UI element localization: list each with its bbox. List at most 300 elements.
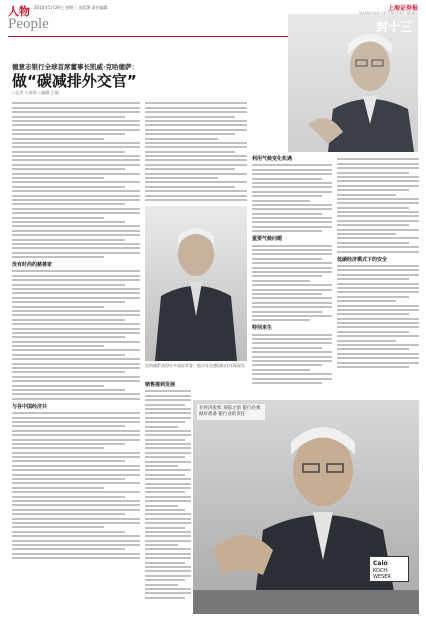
text-line [252,369,310,371]
text-line [12,491,140,493]
text-line [145,142,247,144]
text-line [12,417,140,419]
text-line [12,230,140,232]
text-line [252,213,322,215]
text-line [252,253,332,255]
text-line [252,204,332,206]
photo-caption: 克哈德萨获得许多国际荣誉，他早年在德国担任环保部长 [145,363,245,368]
text-line [145,584,178,586]
text-line [337,353,419,355]
text-block [252,164,332,232]
text-line [145,540,191,542]
text-line [145,181,247,183]
text-line [337,291,419,293]
text-line [12,540,140,542]
text-line [145,478,191,480]
text-line [12,279,140,281]
text-line [145,496,191,498]
text-line [12,314,140,316]
text-line [252,249,332,251]
text-line [12,284,125,286]
text-line [12,306,104,308]
text-line [337,224,409,226]
text-line [12,367,140,369]
text-line [12,297,140,299]
text-line [12,341,140,343]
text-line [12,452,140,454]
text-line [145,426,178,428]
text-line [337,211,419,213]
text-line [252,195,322,197]
portrait-photo-top [288,14,418,152]
text-line [12,288,140,290]
text-line [12,225,140,227]
text-block [337,265,419,368]
text-line [337,305,419,307]
text-line [337,265,419,267]
text-line [12,208,140,210]
name-plate [369,556,409,582]
text-line [145,500,191,502]
text-line [337,318,419,320]
text-line [12,548,125,550]
text-line [145,491,185,493]
text-line [145,120,247,122]
headline: 做“碳减排外交官” [12,72,137,90]
text-line [337,167,419,169]
text-line [252,382,322,384]
text-line [12,430,140,432]
text-line [12,129,140,131]
text-line [252,267,332,269]
text-line [337,180,419,182]
text-line [337,287,419,289]
text-line [337,158,419,160]
text-line [252,297,332,299]
text-line [145,116,235,118]
text-line [145,597,185,599]
text-line [337,300,396,302]
text-line [252,182,332,184]
text-line [145,177,218,179]
text-line [12,412,140,414]
text-line [252,169,332,171]
text-line [12,398,140,400]
text-line [145,513,191,515]
text-line [145,195,247,197]
newspaper-name: 上海证券报 [387,5,418,12]
text-line [145,151,235,153]
text-line [252,217,332,219]
text-line [145,199,247,201]
text-line [12,328,140,330]
text-line [145,452,191,454]
text-block [252,334,332,384]
text-line [12,270,140,272]
text-line [252,200,310,202]
text-line [145,553,191,555]
text-line [12,522,140,524]
text-block [145,390,191,598]
text-line [145,544,178,546]
text-line [12,345,104,347]
text-line [252,302,332,304]
text-line [12,482,140,484]
text-line [145,111,247,113]
name-plate-first: Caio [373,560,388,567]
text-line [145,575,191,577]
text-line [145,404,185,406]
text-line [337,251,419,253]
text-line [252,342,332,344]
byline: ○记者 石海涛 ○编辑 王斌 [12,90,59,95]
text-line [252,338,332,340]
text-line [12,155,140,157]
text-line [337,202,419,204]
text-line [337,237,419,239]
text-line [145,487,191,489]
text-line [12,513,125,515]
text-line [12,142,140,144]
text-line [252,226,332,228]
text-line [12,138,104,140]
column-right [337,156,419,398]
text-line [12,456,140,458]
text-line [145,417,191,419]
text-line [252,173,332,175]
text-line [12,531,125,533]
text-line [145,474,185,476]
text-line [12,190,140,192]
text-line [337,344,419,346]
text-line [337,274,419,276]
text-line [145,421,185,423]
text-line [252,373,332,375]
text-line [252,262,332,264]
subhead: 低碳经济模式下的安全 [337,256,388,263]
text-line [145,548,191,550]
text-line [337,362,419,364]
text-line [145,447,191,449]
name-plate-last: KOCH-WESER [373,568,391,580]
text-line [337,357,419,359]
text-block [12,102,140,258]
text-line [12,164,140,166]
text-line [12,487,104,489]
text-line [145,579,185,581]
text-line [12,107,140,109]
text-line [12,310,140,312]
text-line [12,116,125,118]
text-line [12,389,125,391]
text-line [12,518,140,520]
text-line [12,252,140,254]
text-line [12,421,140,423]
column-middle-bottom [145,378,191,614]
text-block [252,245,332,322]
text-line [145,522,191,524]
text-line [145,557,191,559]
text-line [12,535,140,537]
text-line [12,393,140,395]
text-line [12,168,125,170]
subhead: 没有时尚的慈善家 [12,262,53,269]
text-line [337,246,419,248]
text-line [12,500,140,502]
text-line [12,256,104,258]
text-line [252,347,322,349]
text-line [12,465,140,467]
text-line [145,588,191,590]
text-line [12,323,140,325]
text-line [337,185,419,187]
photo-tag: 封十三 [375,20,412,34]
text-line [12,239,125,241]
text-line [337,233,396,235]
text-line [12,234,140,236]
text-line [252,230,322,232]
text-line [337,283,419,285]
text-line [145,456,185,458]
text-line [337,207,409,209]
text-line [12,186,125,188]
column-left [12,100,140,612]
text-line [12,292,140,294]
text-line [252,208,332,210]
text-line [252,186,332,188]
text-line [145,164,247,166]
text-line [337,296,409,298]
text-line [145,107,247,109]
text-line [145,173,247,175]
text-line [145,570,191,572]
portrait-photo-middle [145,206,247,361]
text-line [12,380,140,382]
pull-quote: 在经济危机 来临之前 银行必须做好准备 银行业的责任 [197,404,265,420]
text-line [252,311,322,313]
text-line [337,331,409,333]
text-line [12,385,104,387]
subhead: 销售提到发展 [145,382,176,388]
text-line [12,474,140,476]
text-line [12,376,140,378]
text-block [12,270,140,399]
text-line [337,348,409,350]
text-line [337,229,419,231]
text-line [12,120,140,122]
text-line [12,133,125,135]
text-line [337,309,419,311]
text-line [337,340,396,342]
subhead: 与各中国经济共 [12,403,48,410]
text-line [145,395,191,397]
text-line [12,544,140,546]
headline-kicker: 德意志银行全球首席董事长凯威·克哈德萨： [12,63,138,71]
text-line [252,280,310,282]
text-line [12,151,125,153]
subhead: 重要气候问题 [252,236,283,243]
text-line [12,354,125,356]
text-line [145,562,185,564]
text-line [12,159,140,161]
text-line [145,133,235,135]
text-line [252,164,332,166]
text-line [145,124,247,126]
text-line [252,334,332,336]
text-block [12,412,140,559]
text-line [337,322,419,324]
text-line [145,592,191,594]
text-line [145,102,247,104]
text-line [252,284,332,286]
text-line [252,356,332,358]
text-line [145,465,178,467]
text-line [12,243,140,245]
text-line [337,189,409,191]
text-line [337,176,419,178]
text-line [145,159,247,161]
text-line [145,434,191,436]
subhead: 特别来生 [252,325,273,332]
text-line [145,168,235,170]
text-line [12,425,125,427]
text-line [12,447,104,449]
portrait-illustration [145,206,247,361]
text-line [12,102,140,104]
text-line [252,378,332,380]
text-line [12,496,125,498]
text-line [252,306,332,308]
text-line [337,215,419,217]
text-line [252,178,322,180]
text-line [145,430,191,432]
text-line [252,293,322,295]
text-line [145,531,191,533]
text-line [145,408,191,410]
text-line [12,371,125,373]
text-line [12,358,140,360]
text-line [145,439,185,441]
text-line [12,181,140,183]
text-line [337,172,409,174]
text-line [12,111,140,113]
text-line [252,364,322,366]
text-line [12,177,104,179]
text-line [12,460,125,462]
text-line [12,509,140,511]
text-line [12,199,140,201]
text-line [337,326,419,328]
text-line [337,313,409,315]
text-line [145,566,191,568]
text-line [252,315,332,317]
text-line [145,138,218,140]
text-line [12,336,125,338]
text-line [145,535,191,537]
text-line [12,275,140,277]
text-line [12,124,140,126]
text-line [145,509,185,511]
text-line [12,349,140,351]
subhead: 利用气候变化机遇 [252,156,293,162]
column-right-center [252,152,332,398]
text-line [12,195,140,197]
text-line [12,332,140,334]
text-block [145,102,247,201]
text-line [12,557,140,559]
column-middle-top [145,100,247,204]
text-line [145,190,247,192]
text-line [12,526,104,528]
text-line [12,553,140,555]
text-line [145,505,178,507]
text-line [12,247,140,249]
text-line [12,319,125,321]
text-line [12,443,125,445]
text-line [252,275,322,277]
text-line [12,217,104,219]
issue-meta: 2010年5月29日 星期三 出版署 责任编辑 [34,5,108,10]
text-line [145,399,191,401]
section-brand: 人物 [8,5,30,18]
text-line [337,242,409,244]
text-line [145,146,247,148]
text-line [337,278,409,280]
text-line [252,221,332,223]
text-line [145,186,235,188]
text-line [12,173,140,175]
portrait-photo-bottom [193,400,419,614]
text-line [145,443,191,445]
text-line [12,212,140,214]
text-line [145,469,191,471]
text-line [145,527,185,529]
text-line [145,390,191,392]
text-line [145,461,191,463]
text-line [12,469,140,471]
text-line [252,245,332,247]
text-line [252,271,332,273]
text-line [12,146,140,148]
text-line [337,198,419,200]
text-line [145,155,247,157]
text-line [252,289,332,291]
text-line [145,412,191,414]
text-line [252,319,310,321]
section-title: People [8,16,49,32]
text-line [252,351,332,353]
text-line [12,434,140,436]
text-line [12,221,125,223]
text-line [337,220,419,222]
text-line [337,269,419,271]
text-line [145,129,247,131]
text-line [12,478,125,480]
text-line [12,301,125,303]
text-line [337,335,419,337]
text-line [337,366,409,368]
text-block [337,158,419,252]
text-line [252,191,332,193]
text-line [337,163,419,165]
text-line [337,194,396,196]
text-line [12,504,140,506]
text-line [145,518,191,520]
text-line [12,203,125,205]
text-line [12,363,140,365]
text-line [252,258,322,260]
text-line [145,483,191,485]
